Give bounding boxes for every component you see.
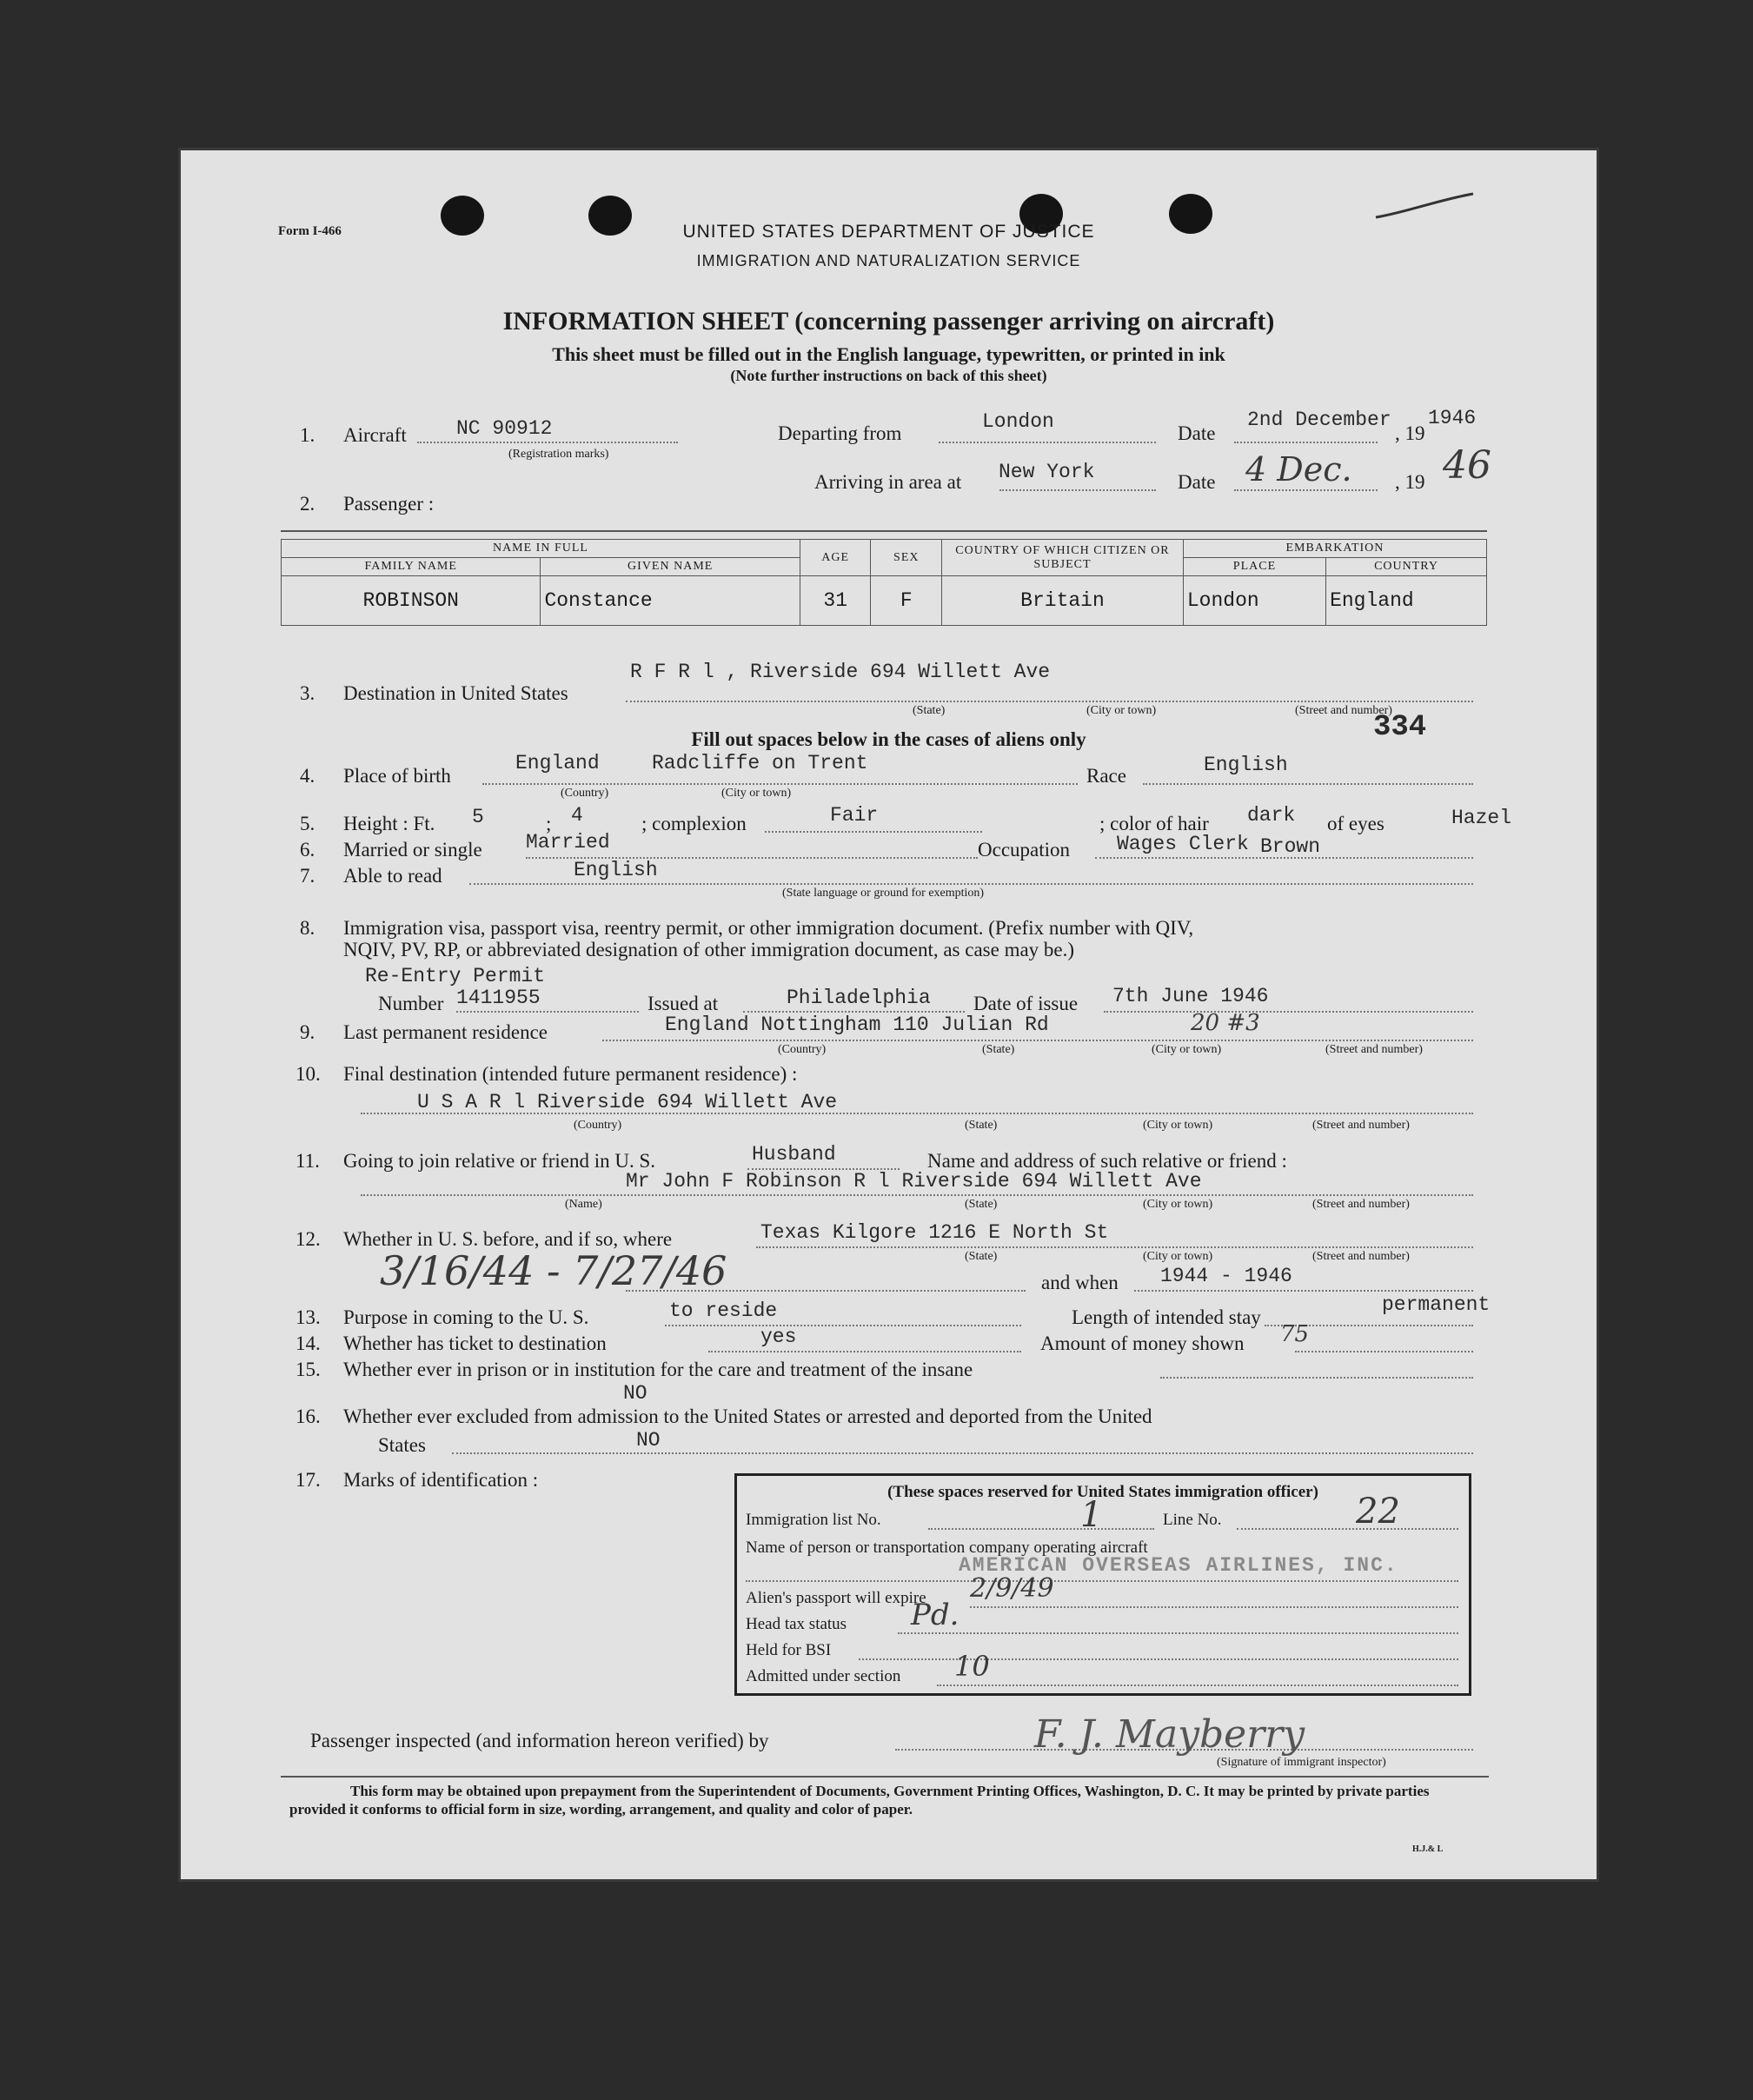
- hair-label: ; color of hair: [1099, 813, 1209, 834]
- join-relation-value: Husband: [752, 1143, 836, 1166]
- age-header: AGE: [800, 540, 871, 576]
- passport-expire-label: Alien's passport will expire: [746, 1589, 926, 1607]
- street-caption: (Street and number): [1312, 1250, 1410, 1263]
- prison-value: NO: [623, 1382, 647, 1405]
- length-stay-value: permanent: [1382, 1293, 1491, 1316]
- final-destination-value: U S A R l Riverside 694 Willett Ave: [417, 1091, 838, 1113]
- occupation-value: Wages Clerk: [1117, 833, 1249, 855]
- occupation-label: Occupation: [978, 839, 1071, 861]
- list-no-label: Immigration list No.: [746, 1511, 881, 1529]
- information-sheet: [178, 148, 1599, 1882]
- operator-label: Name of person or transportation company operating aircraft: [746, 1538, 1148, 1557]
- service-name: IMMIGRATION AND NATURALIZATION SERVICE: [696, 252, 1081, 269]
- read-value: English: [574, 859, 658, 881]
- document-number-value: 1411955: [456, 987, 541, 1009]
- height-in-value: 4: [571, 804, 583, 827]
- footer-note: This form may be obtained upon prepayment from the Superintendent of Documents, Government Printing Offices, Washington, D. C. It may be printed by private parties provided it conforms to official form in size, wording, arrangement, and quality and color of paper.: [289, 1783, 1430, 1818]
- reg-marks-caption: (Registration marks): [508, 448, 609, 461]
- admitted-section-label: Admitted under section: [746, 1667, 901, 1685]
- given-name-value: Constance: [541, 576, 800, 626]
- item-number: 16.: [295, 1406, 321, 1427]
- join-address-value: Mr John F Robinson R l Riverside 694 Willett Ave: [626, 1170, 1202, 1193]
- date-label: Date: [1178, 422, 1216, 444]
- year-label: , 19: [1395, 422, 1425, 444]
- city-caption: (City or town): [1152, 1043, 1222, 1056]
- item-number: 11.: [295, 1150, 320, 1172]
- street-caption: (Street and number): [1295, 704, 1392, 717]
- hair-value: dark: [1247, 804, 1296, 827]
- complexion-label: ; complexion: [641, 813, 747, 834]
- state-caption: (State): [965, 1198, 998, 1211]
- operator-stamp: AMERICAN OVERSEAS AIRLINES, INC.: [959, 1554, 1398, 1577]
- visa-line2: NQIV, PV, RP, or abbreviated designation of other immigration document, as case may be.): [343, 939, 1075, 960]
- arriving-year-handwritten: 46: [1443, 443, 1491, 488]
- issue-date-value: 7th June 1946: [1112, 985, 1269, 1007]
- last-residence-label: Last permanent residence: [343, 1021, 548, 1043]
- corner-check-mark: [1369, 187, 1482, 226]
- number-label: Number: [378, 993, 444, 1014]
- item-number: 9.: [300, 1021, 315, 1043]
- country-caption: (Country): [574, 1119, 622, 1132]
- sex-value: F: [871, 576, 942, 626]
- form-number: Form I-466: [278, 224, 342, 238]
- aliens-only-heading: Fill out spaces below in the cases of aliens only: [691, 728, 1086, 750]
- money-label: Amount of money shown: [1040, 1332, 1245, 1354]
- us-before-value: Texas Kilgore 1216 E North St: [760, 1221, 1109, 1244]
- city-caption: (City or town): [1143, 1250, 1213, 1263]
- last-residence-handwritten: 20 #3: [1191, 1010, 1260, 1036]
- race-label: Race: [1086, 765, 1126, 787]
- departing-date-value: 2nd December: [1247, 409, 1391, 431]
- us-when-value: 1944 - 1946: [1160, 1265, 1292, 1287]
- state-language-caption: (State language or ground for exemption): [782, 887, 985, 900]
- us-before-label: Whether in U. S. before, and if so, where: [343, 1228, 673, 1250]
- item-number: 15.: [295, 1359, 321, 1380]
- issued-at-label: Issued at: [647, 993, 719, 1014]
- states-label: States: [378, 1434, 426, 1456]
- item-number: 4.: [300, 765, 315, 787]
- page-title: INFORMATION SHEET (concerning passenger arriving on aircraft): [502, 307, 1275, 336]
- arriving-date-handwritten: 4 Dec.: [1245, 450, 1352, 488]
- read-label: Able to read: [343, 865, 442, 887]
- name-caption: (Name): [565, 1198, 602, 1211]
- instructions-note: (Note further instructions on back of this sheet): [730, 367, 1047, 384]
- item-number: 6.: [300, 839, 315, 861]
- embarkation-header: EMBARKATION: [1183, 540, 1486, 558]
- height-ft-value: 5: [472, 806, 484, 828]
- eyes-label: of eyes: [1327, 813, 1384, 834]
- street-caption: (Street and number): [1312, 1119, 1410, 1132]
- street-caption: (Street and number): [1312, 1198, 1410, 1211]
- street-caption: (Street and number): [1325, 1043, 1423, 1056]
- city-caption: (City or town): [1086, 704, 1157, 717]
- last-residence-value: England Nottingham 110 Julian Rd: [665, 1013, 1049, 1036]
- city-caption: (City or town): [1143, 1198, 1213, 1211]
- purpose-value: to reside: [669, 1299, 778, 1322]
- item-number: 8.: [300, 917, 315, 939]
- destination-label: Destination in United States: [343, 682, 568, 704]
- hair-secondary-value: Brown: [1260, 835, 1321, 858]
- item-number: 7.: [300, 865, 315, 887]
- destination-value: R F R l , Riverside 694 Willett Ave: [630, 661, 1051, 683]
- inspector-signature: F. J. Mayberry: [1034, 1712, 1305, 1757]
- going-join-label: Going to join relative or friend in U. S.: [343, 1150, 655, 1172]
- passenger-table: [281, 539, 1487, 626]
- marital-value: Married: [526, 831, 610, 854]
- departing-value: London: [982, 410, 1054, 433]
- age-value: 31: [800, 576, 871, 626]
- family-name-header: FAMILY NAME: [282, 558, 541, 576]
- arriving-label: Arriving in area at: [814, 471, 962, 493]
- marital-label: Married or single: [343, 839, 482, 861]
- head-tax-value: Pd.: [911, 1598, 960, 1632]
- final-destination-label: Final destination (intended future permanent residence) :: [343, 1063, 798, 1085]
- birth-city-value: Radcliffe on Trent: [652, 752, 868, 774]
- department-name: UNITED STATES DEPARTMENT OF JUSTICE: [682, 222, 1095, 242]
- citizen-header: COUNTRY OF WHICH CITIZEN OR SUBJECT: [942, 540, 1184, 576]
- ticket-label: Whether has ticket to destination: [343, 1332, 607, 1354]
- height-label: Height : Ft.: [343, 813, 435, 834]
- name-in-full-header: NAME IN FULL: [282, 540, 800, 558]
- purpose-label: Purpose in coming to the U. S.: [343, 1306, 589, 1328]
- country-caption: (Country): [561, 787, 609, 800]
- item-number: 17.: [295, 1469, 321, 1491]
- length-stay-label: Length of intended stay: [1072, 1306, 1261, 1328]
- held-bsi-label: Held for BSI: [746, 1641, 832, 1659]
- passport-expire-value: 2/9/49: [970, 1573, 1054, 1604]
- ticket-value: yes: [760, 1326, 797, 1348]
- complexion-value: Fair: [830, 804, 879, 827]
- item-number: 5.: [300, 813, 315, 834]
- date-of-issue-label: Date of issue: [973, 993, 1079, 1014]
- sex-header: SEX: [871, 540, 942, 576]
- destination-stamp: 334: [1373, 711, 1427, 744]
- page-subtitle: This sheet must be filled out in the English language, typewritten, or printed in ink: [552, 343, 1225, 365]
- officer-box-title: (These spaces reserved for United States immigration officer): [887, 1483, 1318, 1501]
- city-caption: (City or town): [721, 787, 792, 800]
- passenger-label: Passenger :: [343, 493, 435, 515]
- family-name-value: ROBINSON: [282, 576, 541, 626]
- excluded-label: Whether ever excluded from admission to the United States or arrested and deported from the United: [343, 1406, 1152, 1427]
- excluded-value: NO: [636, 1429, 661, 1452]
- item-number: 1.: [300, 424, 315, 446]
- issued-at-value: Philadelphia: [787, 987, 931, 1009]
- and-when-label: and when: [1041, 1272, 1119, 1293]
- state-caption: (State): [982, 1043, 1015, 1056]
- visa-line1: Immigration visa, passport visa, reentry permit, or other immigration document. (Prefix number with QIV,: [343, 917, 1194, 939]
- signature-caption: (Signature of immigrant inspector): [1217, 1756, 1386, 1769]
- birth-country-value: England: [515, 752, 600, 774]
- item-number: 10.: [295, 1063, 321, 1085]
- city-caption: (City or town): [1143, 1119, 1213, 1132]
- printer-mark: H.J.& L: [1412, 1844, 1444, 1854]
- given-name-header: GIVEN NAME: [541, 558, 800, 576]
- birth-label: Place of birth: [343, 765, 451, 787]
- item-number: 14.: [295, 1332, 321, 1354]
- year-label: , 19: [1395, 471, 1425, 493]
- state-caption: (State): [965, 1250, 998, 1263]
- race-value: English: [1204, 754, 1288, 776]
- money-value: 75: [1280, 1321, 1310, 1347]
- state-caption: (State): [965, 1119, 998, 1132]
- admitted-section-value: 10: [954, 1650, 990, 1683]
- date-label: Date: [1178, 471, 1216, 493]
- inspected-label: Passenger inspected (and information hereon verified) by: [310, 1730, 769, 1751]
- arriving-value: New York: [999, 461, 1095, 483]
- aircraft-label: Aircraft: [343, 424, 407, 446]
- list-no-value: 1: [1080, 1495, 1103, 1535]
- place-header: PLACE: [1183, 558, 1325, 576]
- eyes-value: Hazel: [1451, 807, 1512, 829]
- state-caption: (State): [913, 704, 946, 717]
- country-caption: (Country): [778, 1043, 827, 1056]
- embark-country-value: England: [1326, 576, 1487, 626]
- officer-reserved-box: [734, 1473, 1471, 1696]
- departing-label: Departing from: [778, 422, 902, 444]
- country-header: COUNTRY: [1326, 558, 1487, 576]
- item-number: 3.: [300, 682, 315, 704]
- line-no-value: 22: [1356, 1492, 1400, 1532]
- departing-year-value: 1946: [1428, 407, 1477, 429]
- item-number: 12.: [295, 1228, 321, 1250]
- us-dates-handwritten: 3/16/44 - 7/27/46: [380, 1247, 727, 1294]
- aircraft-value: NC 90912: [456, 417, 553, 440]
- separator: ;: [546, 813, 552, 834]
- citizen-value: Britain: [942, 576, 1184, 626]
- prison-label: Whether ever in prison or in institution for the care and treatment of the insane: [343, 1359, 973, 1380]
- head-tax-label: Head tax status: [746, 1615, 847, 1633]
- name-address-label: Name and address of such relative or friend :: [927, 1150, 1287, 1172]
- item-number: 13.: [295, 1306, 321, 1328]
- document-type-value: Re-Entry Permit: [365, 965, 546, 987]
- line-no-label: Line No.: [1163, 1511, 1222, 1529]
- marks-label: Marks of identification :: [343, 1469, 539, 1491]
- item-number: 2.: [300, 493, 315, 515]
- embark-place-value: London: [1183, 576, 1325, 626]
